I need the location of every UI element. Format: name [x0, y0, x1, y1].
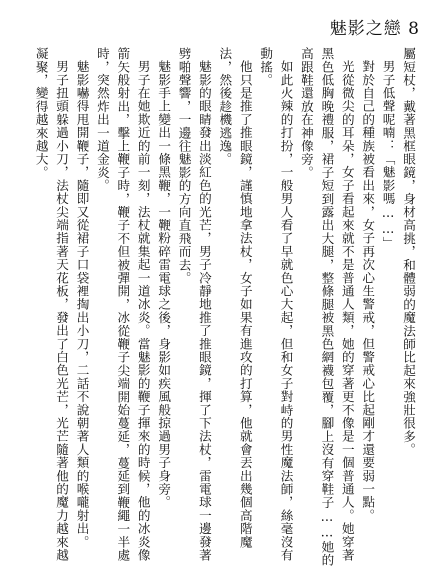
paragraph: 他只是推了推眼鏡，謹慎地拿法杖，女子如果有進攻的打算，他就會丟出幾個高階魔法，然後趁機逃逸。 [217, 47, 253, 548]
body-text-area [24, 47, 418, 571]
paragraph: 魅影嚇得甩開鞭子，隨即又從裙子口袋裡掏出小刀，二話不說朝著人類的喉嚨射出。 [74, 59, 90, 548]
paragraph: 魅影手上變出一條黑鞭，一鞭粉碎雷電球之後，身影如疾風般掠過男子身旁。 [156, 59, 172, 509]
paragraph: 男子在她欺近的前一刻，法杖就集起一道冰炎。當魅影的鞭子揮來的時候，他的冰炎像箭矢般射出，擊上鞭子時，鞭子不但被彈開，冰從鞭子尖端開始蔓延，蔓延到鞭繩一半處時，突然炸出一道金炎。 [94, 47, 151, 562]
page-number: 8 [408, 19, 420, 39]
page-header [330, 14, 420, 39]
paragraph: 魅影的眼睛發出淡紅色的光芒，男子冷靜地推了推眼鏡，揮了下法杖，雷電球一邊發著劈啪聲響，一邊往魅影的方向直飛而去。 [176, 47, 212, 562]
paragraph: 光從微尖的耳朵，女子看起來就不是普通人類，她的穿著更不像是一個普通人。她穿著黑色低胸晚禮服，裙子短到露出大腿，整條腿被黑色網襪包覆，腳上沒有穿鞋子……她的高跟鞋還放在神像旁。 [298, 47, 355, 567]
paragraph: 對於自己的種族被看出來，女子再次心生警戒，但警戒心比起剛才還要弱一點。 [360, 59, 376, 522]
vertical-text-body [24, 47, 418, 571]
paragraph: 屬短杖，戴著黑框眼鏡，身材高挑，和體弱的魔法師比起來強壯很多。 [401, 47, 416, 457]
paragraph: 如此火辣的打扮，一般男人看了早就色心大起，但和女子對峙的男性魔法師，絲毫沒有動搖。 [258, 47, 294, 562]
paragraph: 男子扭頭躲過小刀，法杖尖端指著天花板，發出了白色光芒，光芒隨著他的魔力越來越凝聚，變得越來越大。 [33, 47, 70, 562]
book-title: 魅影之戀 [329, 19, 402, 39]
paragraph: 男子低聲呢喃：「魅影嗎……」 [380, 59, 396, 250]
